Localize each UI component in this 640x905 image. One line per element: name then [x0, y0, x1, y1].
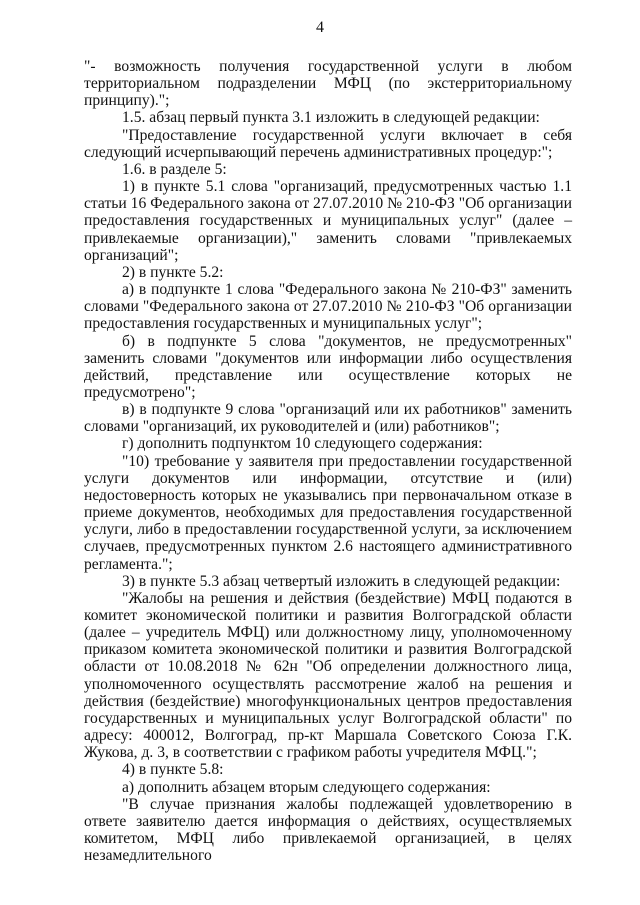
paragraph-4: 1.6. в разделе 5:: [122, 160, 227, 178]
paragraph-11: "10) требование у заявителя при предоставлении государственной услуги документов или информации, отсутствие и (или) недостоверность которых не указывались при первоначальном отказе в приеме документов, необходимых для предоставления государственной услуги, либо в предоставлении государственной услуги, за исключением случаев, предусмотренных пунктом 2.6 настоящего административного регламента.";: [84, 452, 572, 573]
paragraph-3: "Предоставление государственной услуги включает в себя следующий исчерпывающий перечень административных процедур:";: [84, 126, 572, 161]
paragraph-13: "Жалобы на решения и действия (бездействие) МФЦ подаются в комитет экономической политики и развития Волгоградской области (далее – учредитель МФЦ) или должностному лицу, уполномоченному приказом комитета экономической политики и развития Волгоградской области от 10.08.2018 № 62н "Об определении должностного лица, уполномоченного осуществлять рассмотрение жалоб на решения и действия (бездействие) многофункциональных центров предоставления государственных и муниципальных услуг Волгоградской области" по адресу: 400012, Волгоград, пр-кт Маршала Советского Союза Г.К. Жукова, д. 3, в соответствии с графиком работы учредителя МФЦ.";: [84, 589, 572, 762]
paragraph-14: 4) в пункте 5.8:: [122, 761, 224, 779]
paragraph-2: 1.5. абзац первый пункта 3.1 изложить в следующей редакции:: [122, 109, 540, 127]
paragraph-5: 1) в пункте 5.1 слова "организаций, предусмотренных частью 1.1 статьи 16 Федерального закона от 27.07.2010 № 210-ФЗ "Об организации предоставления государственных и муниципальных услуг" (далее – привлекаемые организации)," заменить словами "привлекаемых организаций";: [84, 178, 572, 264]
paragraph-10: г) дополнить подпунктом 10 следующего содержания:: [122, 435, 483, 453]
paragraph-1: "- возможность получения государственной услуги в любом территориальном подразделении МФЦ (по экстерриториальному принципу).";: [84, 58, 572, 110]
paragraph-16: "В случае признания жалобы подлежащей удовлетворению в ответе заявителю дается информация о действиях, осуществляемых комитетом, МФЦ либо привлекаемой организацией, в целях незамедлительного: [84, 795, 572, 865]
paragraph-7: а) в подпункте 1 слова "Федерального закона № 210-ФЗ" заменить словами "Федерального закона от 27.07.2010 № 210-ФЗ "Об организации предоставления государственных и муниципальных услуг";: [84, 281, 572, 333]
paragraph-6: 2) в пункте 5.2:: [122, 263, 224, 281]
paragraph-8: б) в подпункте 5 слова "документов, не предусмотренных" заменить словами "документов или информации либо осуществления действий, представление или осуществление которых не предусмотрено";: [84, 332, 572, 401]
document-body: [84, 58, 572, 864]
paragraph-15: а) дополнить абзацем вторым следующего содержания:: [122, 778, 491, 796]
paragraph-9: в) в подпункте 9 слова "организаций или их работников" заменить словами "организаций, их руководителей и (или) работников";: [84, 401, 572, 436]
paragraph-12: 3) в пункте 5.3 абзац четвертый изложить в следующей редакции:: [122, 572, 561, 590]
page-number: 4: [316, 19, 324, 36]
